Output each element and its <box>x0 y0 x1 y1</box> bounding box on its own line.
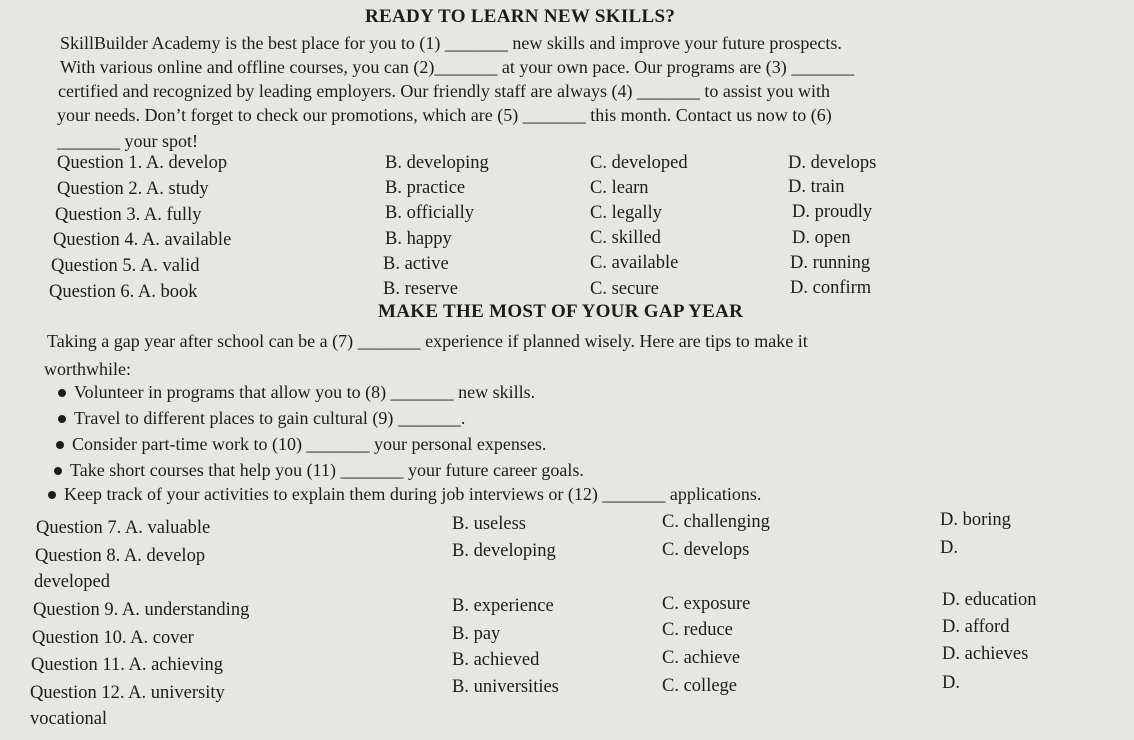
passage1-line: your needs. Don’t forget to check our promotions, which are (5) _______ this month. Contact us now to (6) <box>57 105 832 125</box>
option-c: C. legally <box>590 203 662 223</box>
option-c: C. develops <box>662 540 750 560</box>
option-b: B. developing <box>452 541 556 561</box>
tip-bullet: Take short courses that help you (11) _______ your future career goals. <box>70 460 584 480</box>
option-d: D. develops <box>788 153 877 173</box>
option-b: B. practice <box>385 178 466 198</box>
option-c: C. skilled <box>590 228 661 248</box>
option-b: B. officially <box>385 203 475 223</box>
question-stem: Question 3. A. fully <box>55 205 202 225</box>
section2-title: MAKE THE MOST OF YOUR GAP YEAR <box>378 301 744 322</box>
option-b: B. experience <box>452 596 554 616</box>
question-stem: Question 7. A. valuable <box>36 518 211 538</box>
question-stem: Question 5. A. valid <box>51 256 200 276</box>
question-stem: Question 2. A. study <box>57 179 209 199</box>
passage1-line: _______ your spot! <box>57 131 198 151</box>
option-c: C. challenging <box>662 512 770 532</box>
question-stem: Question 4. A. available <box>53 230 232 250</box>
option-c: C. college <box>662 676 738 696</box>
option-d: D. achieves <box>942 644 1029 664</box>
option-c: C. secure <box>590 279 659 299</box>
option-b: B. active <box>383 254 449 274</box>
question-stem: Question 8. A. develop <box>35 546 206 566</box>
option-d: D. <box>940 538 958 558</box>
tip-bullet: Consider part-time work to (10) _______ your personal expenses. <box>72 434 547 454</box>
question-stem: Question 12. A. university <box>30 683 225 703</box>
option-d: D. boring <box>940 510 1011 530</box>
option-c: C. reduce <box>662 620 733 640</box>
question-stem: Question 6. A. book <box>49 282 198 302</box>
option-b: B. reserve <box>383 279 458 299</box>
option-c: C. achieve <box>662 648 741 668</box>
option-d: D. proudly <box>792 202 873 222</box>
question-stem: Question 10. A. cover <box>32 628 194 648</box>
intro-line: worthwhile: <box>44 359 131 379</box>
option-c: C. developed <box>590 153 688 173</box>
option-d-continuation: developed <box>34 572 111 592</box>
option-d: D. confirm <box>790 278 872 298</box>
option-b: B. achieved <box>452 650 540 670</box>
option-d: D. open <box>792 228 851 248</box>
option-b: B. pay <box>452 624 501 644</box>
option-d: D. <box>942 673 960 693</box>
tip-bullet: Travel to different places to gain cultural (9) _______. <box>74 408 466 428</box>
option-b: B. developing <box>385 153 489 173</box>
option-d: D. train <box>788 177 845 197</box>
option-d: D. running <box>790 253 871 273</box>
passage1-line: SkillBuilder Academy is the best place for you to (1) _______ new skills and improve your future prospects. <box>60 33 842 53</box>
option-d: D. education <box>942 590 1037 610</box>
tip-bullet: Keep track of your activities to explain them during job interviews or (12) _______ applications. <box>64 484 762 504</box>
passage1-line: With various online and offline courses, you can (2)_______ at your own pace. Our programs are (3) _______ <box>60 57 855 77</box>
tip-bullet: Volunteer in programs that allow you to (8) _______ new skills. <box>74 382 536 402</box>
option-b: B. happy <box>385 229 452 249</box>
intro-line: Taking a gap year after school can be a (7) _______ experience if planned wisely. Here are tips to make it <box>47 331 808 351</box>
section1-title: READY TO LEARN NEW SKILLS? <box>365 6 676 27</box>
option-d: D. afford <box>942 617 1010 637</box>
option-c: C. exposure <box>662 594 751 614</box>
question-stem: Question 9. A. understanding <box>33 600 250 620</box>
question-stem: Question 11. A. achieving <box>31 655 223 675</box>
option-c: C. available <box>590 253 679 273</box>
question-stem: Question 1. A. develop <box>57 153 228 173</box>
option-d-continuation: vocational <box>30 709 108 729</box>
option-b: B. universities <box>452 677 559 697</box>
option-b: B. useless <box>452 514 526 534</box>
option-c: C. learn <box>590 178 649 198</box>
passage1-line: certified and recognized by leading employers. Our friendly staff are always (4) _______ to assist you with <box>58 81 830 101</box>
